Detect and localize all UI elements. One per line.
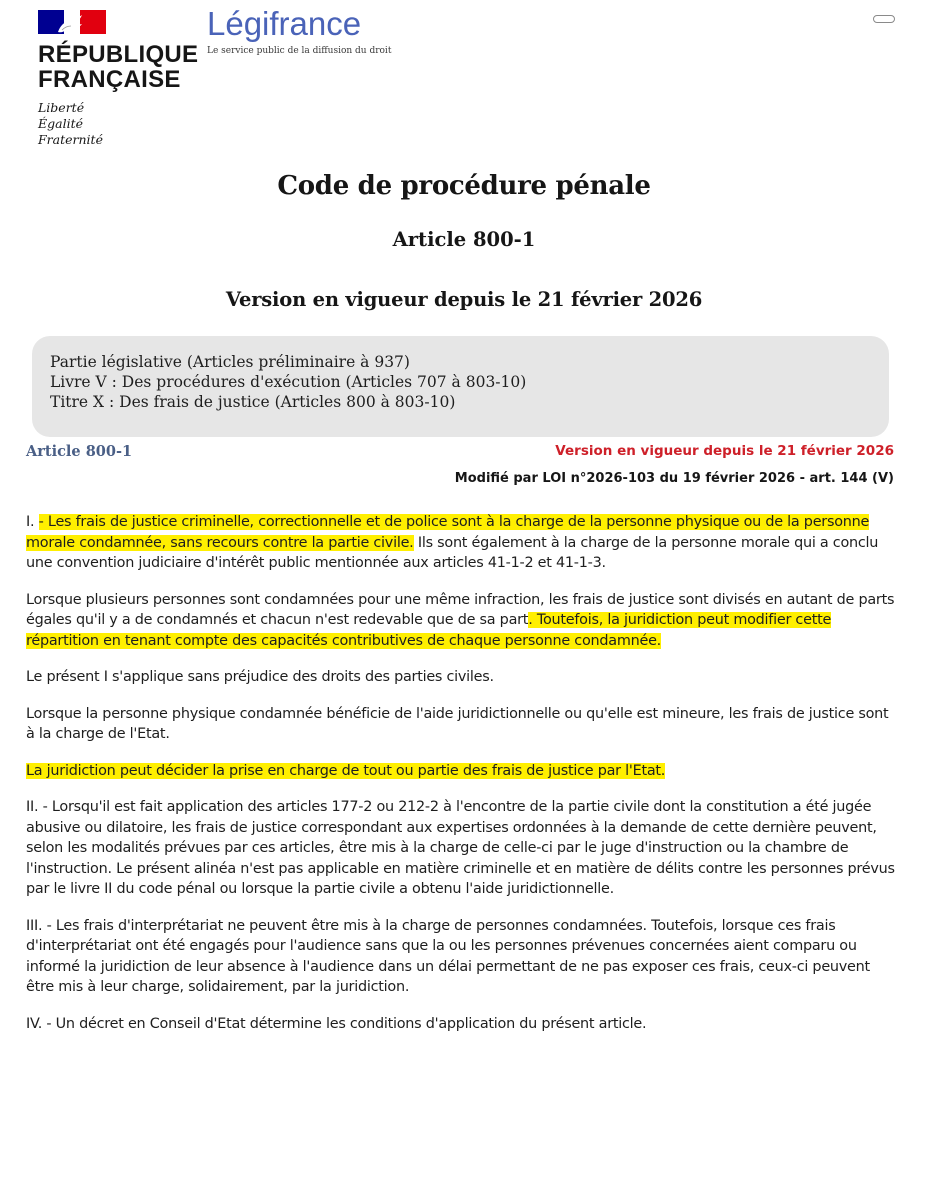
highlighted-text: - Les frais de justice criminelle, correctionnelle et de police sont à la charge de la personne physique ou de la personne morale condamnée, sans recours contre la partie civile. [26, 514, 870, 551]
menu-toggle-button[interactable] [873, 15, 895, 23]
legifrance-brand[interactable] [207, 4, 391, 56]
french-flag-icon [38, 10, 106, 34]
paragraph-text: IV. - Un décret en Conseil d'Etat détermine les conditions d'application du présent article. [26, 1015, 647, 1032]
breadcrumb-titre[interactable]: Titre X : Des frais de justice (Articles 800 à 803-10) [50, 393, 456, 411]
article-label: Article 800-1 [26, 443, 133, 460]
article-paragraph [26, 797, 898, 900]
site-header [0, 0, 928, 160]
paragraph-text: Le présent I s'applique sans préjudice des droits des parties civiles. [26, 669, 494, 685]
breadcrumb [32, 336, 889, 437]
paragraph-text: III. - Les frais d'interprétariat ne peuvent être mis à la charge de personnes condamnées. Toutefois, lorsque ces frais d'interprétariat ont été engagés pour l'audience sans que la ou les personnes prévenues concernées aient comparu ou informé la juridiction de leur absence à l'audience dans un délai permettant de ne pas exposer ces frais, ceux-ci peuvent être mis à leur charge, solidairement, par la juridiction. [26, 917, 870, 995]
article-paragraph [26, 916, 898, 998]
code-title-block [0, 168, 928, 204]
republique-francaise-logo[interactable] [38, 10, 198, 148]
republic-motto: Liberté Égalité Fraternité [38, 100, 103, 147]
breadcrumb-partie[interactable]: Partie législative (Articles préliminaire à 937) [50, 353, 410, 371]
article-paragraph [26, 512, 898, 574]
paragraph-text: Ils sont également à la charge de la personne morale qui a conclu une convention judiciaire d'intérêt public mentionnée aux articles 41-1-2 et 41-1-3. [26, 534, 879, 571]
article-paragraph [26, 1014, 898, 1035]
article-body [26, 512, 898, 1050]
article-paragraph [26, 667, 898, 688]
legifrance-logo-text: Légifrance [207, 5, 362, 42]
republique-francaise-name: RÉPUBLIQUE FRANÇAISE [38, 41, 199, 93]
paragraph-text: II. - Lorsqu'il est fait application des articles 177-2 ou 212-2 à l'encontre de la partie civile dont la constitution a été jugée abusive ou dilatoire, les frais de justice correspondant aux expertises ordonnées à la demande de cette dernière peuvent, selon les modalités prévues par ces articles, être mis à la charge de celle-ci par le juge d'instruction ou la chambre de l'instruction. Le présent alinéa n'est pas applicable en matière criminelle et en matière de délits contre les personnes prévus par le livre II du code pénal ou lorsque la partie civile a obtenu l'aide juridictionnelle. [26, 799, 895, 897]
highlighted-text: La juridiction peut décider la prise en charge de tout ou partie des frais de justice par l'Etat. [26, 762, 666, 779]
article-paragraph [26, 704, 898, 745]
page-title: Code de procédure pénale [277, 171, 651, 201]
paragraph-text: Lorsque plusieurs personnes sont condamnées pour une même infraction, les frais de justice sont divisés en autant de parts égales qu'il y a de condamnés et chacun n'est redevable que de sa part [26, 591, 895, 628]
paragraph-text: Lorsque la personne physique condamnée bénéficie de l'aide juridictionnelle ou qu'elle est mineure, les frais de justice sont à la charge de l'Etat. [26, 705, 889, 742]
article-title: Article 800-1 [392, 228, 536, 251]
legifrance-tagline: Le service public de la diffusion du droit [207, 46, 392, 56]
paragraph-text: I. [26, 514, 39, 530]
version-status: Version en vigueur depuis le 21 février 2026 [555, 443, 894, 459]
version-title: Version en vigueur depuis le 21 février 2026 [225, 288, 703, 311]
modified-by-link[interactable]: Modifié par LOI n°2026-103 du 19 février 2026 - art. 144 (V) [454, 471, 894, 486]
highlighted-text: . Toutefois, la juridiction peut modifier cette répartition en tenant compte des capacités contributives de chaque personne condamnée. [26, 612, 832, 649]
marianne-icon [52, 12, 86, 34]
breadcrumb-livre[interactable]: Livre V : Des procédures d'exécution (Articles 707 à 803-10) [50, 373, 527, 391]
article-paragraph [26, 590, 898, 652]
article-paragraph [26, 761, 898, 782]
